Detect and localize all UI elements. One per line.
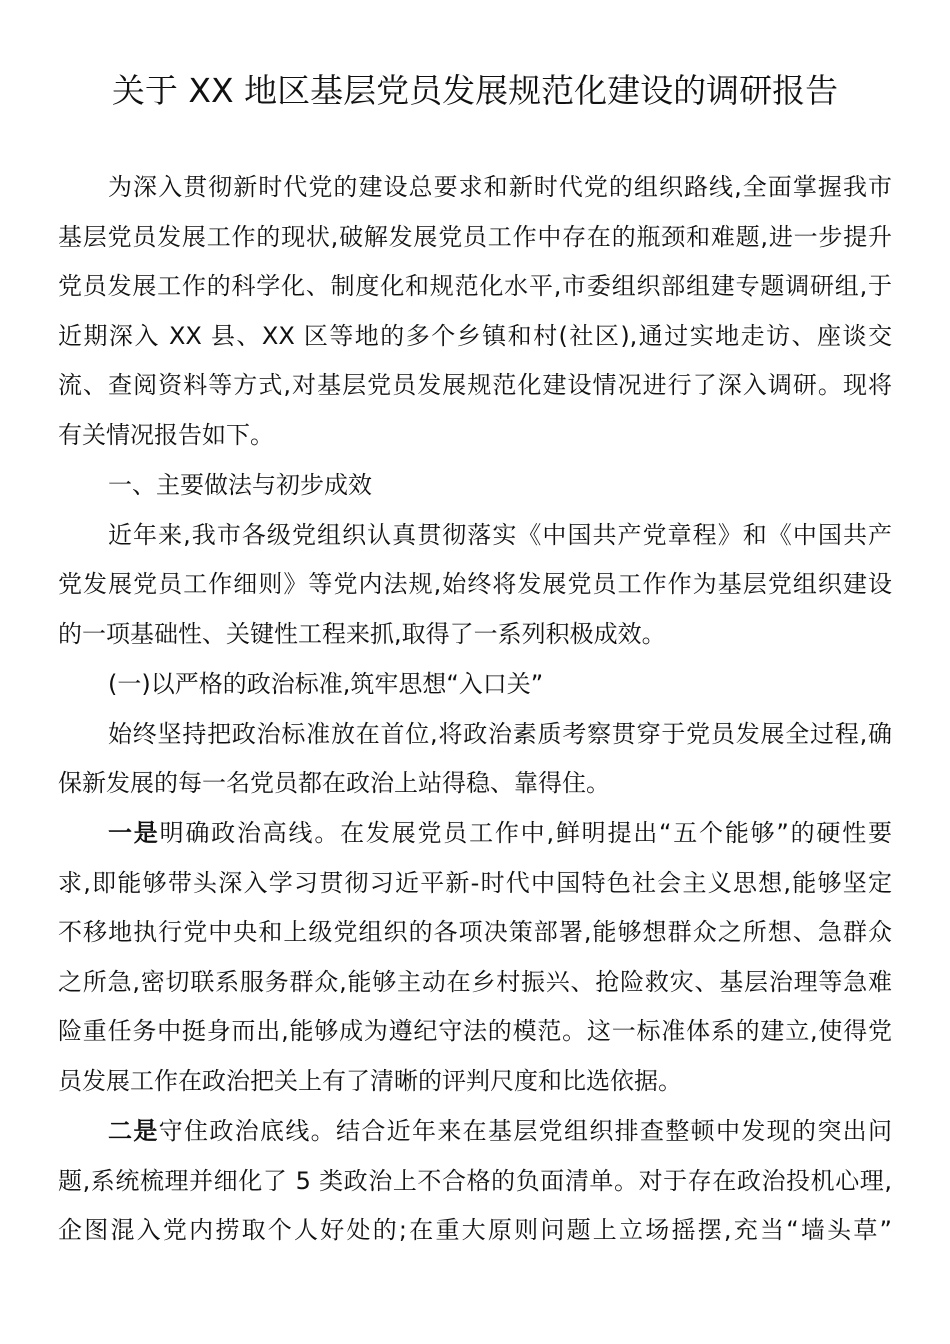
section-1-paragraph-line-1: 近年来,我市各级党组织认真贯彻落实《中国共产党章程》和《中国共产 (108, 521, 892, 549)
intro-paragraph-line-2: 基层党员发展工作的现状,破解发展党员工作中存在的瓶颈和难题,进一步提升 (58, 223, 892, 251)
point-1-line-6: 员发展工作在政治把关上有了清晰的评判尺度和比选依据。 (58, 1067, 682, 1095)
point-1-label: 一是 (108, 819, 160, 847)
section-1-paragraph-line-3: 的一项基础性、关键性工程来抓,取得了一系列积极成效。 (58, 620, 666, 648)
intro-paragraph-line-1: 为深入贯彻新时代党的建设总要求和新时代党的组织路线,全面掌握我市 (108, 173, 892, 201)
subsection-heading-1: (一)以严格的政治标准,筑牢思想“入口关” (108, 670, 544, 698)
point-1-line-4: 之所急,密切联系服务群众,能够主动在乡村振兴、抢险救灾、基层治理等急难 (58, 968, 892, 996)
subsection-1-paragraph-line-1: 始终坚持把政治标准放在首位,将政治素质考察贯穿于党员发展全过程,确 (108, 720, 892, 748)
point-1-line-2: 求,即能够带头深入学习贯彻习近平新-时代中国特色社会主义思想,能够坚定 (58, 869, 892, 897)
point-1-line-5: 险重任务中挺身而出,能够成为遵纪守法的模范。这一标准体系的建立,使得党 (58, 1017, 892, 1045)
point-2-label: 二是 (108, 1117, 159, 1145)
intro-paragraph-line-4: 近期深入 XX 县、XX 区等地的多个乡镇和村(社区),通过实地走访、座谈交 (58, 322, 892, 350)
intro-paragraph-line-3: 党员发展工作的科学化、制度化和规范化水平,市委组织部组建专题调研组,于 (58, 272, 892, 300)
point-1-text: 明确政治高线。在发展党员工作中,鲜明提出“五个能够”的硬性要 (159, 819, 893, 847)
intro-paragraph-line-6: 有关情况报告如下。 (58, 421, 274, 449)
document-title: 关于 XX 地区基层党员发展规范化建设的调研报告 (111, 71, 839, 110)
section-1-paragraph-line-2: 党发展党员工作细则》等党内法规,始终将发展党员工作作为基层党组织建设 (58, 570, 892, 598)
point-2-line-3: 企图混入党内捞取个人好处的;在重大原则问题上立场摇摆,充当“墙头草” (58, 1216, 892, 1244)
section-heading-1: 一、主要做法与初步成效 (108, 471, 372, 499)
point-1-line-3: 不移地执行党中央和上级党组织的各项决策部署,能够想群众之所想、急群众 (58, 918, 892, 946)
point-1-line-1 (108, 816, 892, 850)
point-2-line-2: 题,系统梳理并细化了 5 类政治上不合格的负面清单。对于存在政治投机心理, (58, 1167, 892, 1195)
point-2-line-1 (108, 1114, 892, 1148)
intro-paragraph-line-5: 流、查阅资料等方式,对基层党员发展规范化建设情况进行了深入调研。现将 (58, 371, 892, 399)
subsection-1-paragraph-line-2: 保新发展的每一名党员都在政治上站得稳、靠得住。 (58, 769, 610, 797)
point-2-text: 守住政治底线。结合近年来在基层党组织排查整顿中发现的突出问 (158, 1117, 893, 1145)
